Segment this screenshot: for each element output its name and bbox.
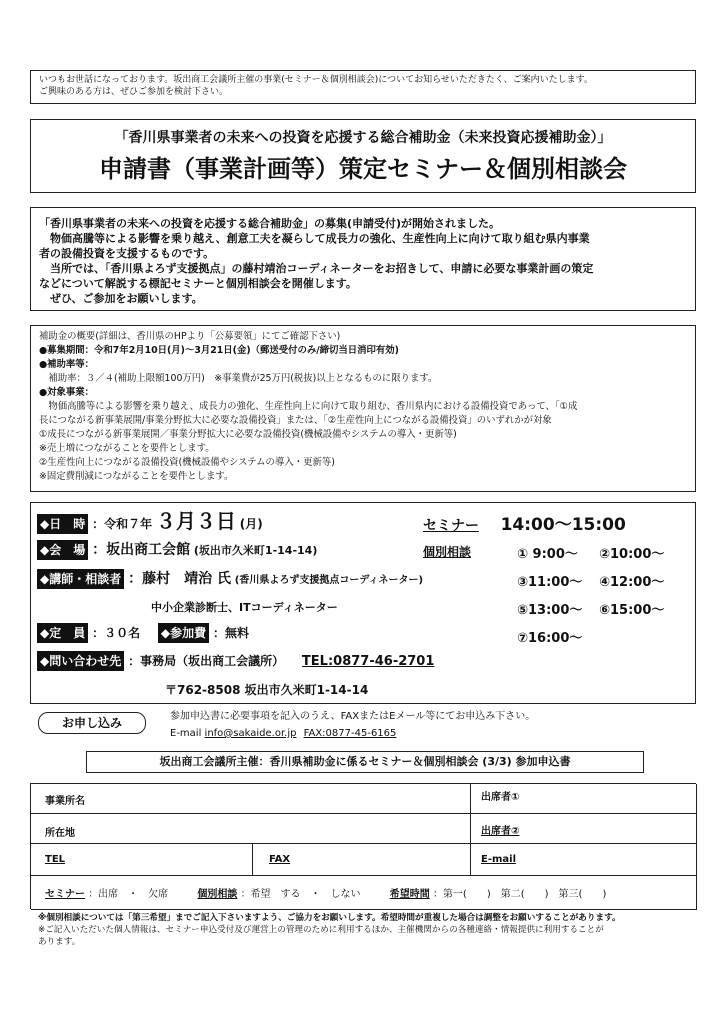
fee-value: ：無料 (213, 626, 250, 640)
notes (38, 912, 690, 948)
preferences-row (31, 876, 697, 910)
event-box (30, 502, 696, 704)
tel-field[interactable] (31, 844, 253, 876)
venue-address: (坂出市久米町1-14-14) (193, 544, 318, 557)
email-field-label: E-mail (481, 854, 517, 865)
seminar-options[interactable]: ：出席 ・ 欠席 (88, 889, 169, 900)
slot: ⑦16:00～ (517, 631, 583, 646)
slot: ④12:00～ (599, 575, 665, 590)
location-label: 所在地 (45, 828, 75, 839)
venue-name: ：坂出商工会館 (92, 542, 191, 558)
seminar-option-label: セミナー (45, 889, 85, 900)
overview-target-heading: ●対象事業： (39, 387, 95, 398)
description-line: 者の設備投資を支援するものです。 (39, 247, 215, 260)
date-big: ３月３日 (155, 509, 236, 533)
email-label: E-mail (170, 728, 202, 739)
intro-box (30, 70, 696, 104)
contact-value: ：事務局（坂出商工会議所） (128, 654, 285, 668)
overview-heading: 補助金の概要(詳細は、香川県のHPより「公募要領」にてご確認下さい) (39, 331, 341, 342)
overview-target: 物価高騰等による影響を乗り越え、成長力の強化、生産性向上に向けて取り組む、香川県内における設備投資であって、「①成 (39, 401, 578, 412)
time-option-label: 希望時間 (389, 889, 430, 900)
note-line: ※個別相談については「第三希望」までご記入下さいますよう、ご協力をお願いします。希望時間が重複した場合は調整をお願いすることがあります。 (38, 913, 621, 923)
slot: ⑤13:00～ (517, 603, 583, 618)
apply-button[interactable]: お申し込み (38, 712, 146, 734)
email-link[interactable]: info@sakaide.or.jp (204, 728, 297, 739)
form-title: 坂出商工会議所主催：香川県補助金に係るセミナー＆個別相談会 (3/3) 参加申込書 (86, 751, 644, 773)
description-line: などについて解説する標記セミナーと個別相談会を開催します。 (39, 277, 357, 290)
lecturer-org: (香川県よろず支援拠点コーディネーター) (234, 575, 424, 586)
title-box (30, 119, 696, 193)
location-field[interactable] (31, 814, 471, 844)
consult-options[interactable]: ：希望 する ・ しない (240, 889, 361, 900)
overview-requirement-1: ※売上増につながることを要件とします。 (39, 443, 215, 454)
overview-rate: 補助率：３／４(補助上限額100万円) ※事業費が25万円(税抜)以上となるものに限ります。 (39, 373, 438, 384)
description-box (30, 207, 696, 311)
tel-label: TEL (45, 854, 66, 865)
slot: ① 9:00～ (517, 547, 578, 562)
contact-label: ◆ 問い合わせ先 (37, 651, 124, 671)
overview-rate-heading: ●補助率等： (39, 359, 95, 370)
consult-label: 個別相談 (423, 545, 472, 559)
intro-line-2: ご興味のある方は、ぜひご参加を検討下さい。 (39, 87, 229, 97)
overview-box (30, 325, 696, 492)
consult-option-label: 個別相談 (197, 889, 238, 900)
description-line: 物価高騰等による影響を乗り越え、創意工夫を凝らして成長力の強化、生産性向上に向けて取り組む県内事業 (39, 232, 590, 245)
capacity-value: ：３０名 (92, 626, 141, 640)
overview-period: ●募集期間：令和7年2月10日(月)～3月21日(金)（郵送受付のみ/締切当日消印有効) (39, 345, 399, 356)
overview-item-1: ①成長につながる新事業展開／事業分野拡大に必要な設備投資(機械設備やシステムの導入・更新等) (39, 429, 457, 440)
contact-row (37, 651, 434, 672)
capacity-label: ◆ 定 員 (37, 623, 88, 643)
date-prefix: ：令和７年 (92, 517, 153, 531)
attendee2-label: 出席者② (481, 826, 520, 837)
note-line: ※ご記入いただいた個人情報は、セミナー申込受付及び運営上の管理のために利用するほか、主催機関からの各種連絡・情報提供に利用することが (38, 925, 604, 935)
fax-field[interactable] (253, 844, 471, 876)
fax-label: FAX (269, 854, 291, 865)
overview-requirement-2: ※固定費削減につながることを要件とします。 (39, 471, 234, 482)
page-title: 申請書（事業計画等）策定セミナー＆個別相談会 (99, 155, 627, 183)
title-sub: 「香川県事業者の未来への投資を応援する総合補助金（未来投資応援補助金）」 (114, 130, 612, 146)
lecturer-quals: 中小企業診断士、ITコーディネーター (151, 601, 338, 614)
venue-label: ◆ 会 場 (37, 540, 88, 560)
slot: ⑥15:00～ (599, 603, 665, 618)
date-label: ◆ 日 時 (37, 514, 88, 534)
description-line: ぜひ、ご参加をお願いします。 (39, 292, 203, 305)
lecturer-label: ◆ 講師・相談者 (37, 569, 124, 589)
attendee2-field[interactable] (471, 814, 697, 844)
description-line: 当所では、「香川県よろず支援拠点」の藤村靖治コーディネーターをお招きして、申請に必要な事業計画の策定 (39, 262, 594, 275)
slot: ②10:00～ (599, 547, 665, 562)
intro-line-1: いつもお世話になっております。坂出商工会議所主催の事業(セミナー＆個別相談会)についてお知らせいただきたく、ご案内いたします。 (39, 75, 593, 85)
overview-target: 長につながる新事業展開/事業分野拡大に必要な設備投資」または、「②生産性向上につながる設備投資」のいずれかが対象 (39, 415, 552, 426)
date-row (37, 511, 263, 534)
business-name-field[interactable] (31, 784, 471, 814)
seminar-label: セミナー (423, 518, 479, 534)
contact-address: 〒762-8508 坂出市久米町1-14-14 (165, 683, 369, 697)
note-line: あります。 (38, 937, 81, 947)
attendee1-label: 出席者① (481, 792, 520, 803)
apply-text: 参加申込書に必要事項を記入のうえ、FAXまたはEメール等にてお申込み下さい。 (170, 711, 536, 722)
capacity-row (37, 623, 249, 643)
venue-row (37, 540, 317, 561)
email-field[interactable] (471, 844, 697, 876)
description-line: 「香川県事業者の未来への投資を応援する総合補助金」の募集(申請受付)が開始されました。 (39, 217, 501, 230)
lecturer-row (37, 569, 423, 591)
seminar-time: 14:00～15:00 (500, 515, 626, 535)
time-options[interactable]: ：第一( ) 第二( ) 第三( ) (432, 889, 607, 900)
contact-tel[interactable]: TEL:0877-46-2701 (301, 654, 435, 669)
apply-contacts (170, 727, 396, 740)
date-day: (月) (239, 517, 263, 531)
fee-label: ◆ 参加費 (158, 623, 209, 643)
business-name-label: 事業所名 (45, 796, 85, 807)
lecturer-name: ：藤村 靖治 氏 (128, 571, 231, 587)
application-form (30, 783, 696, 909)
consult-slots (517, 541, 693, 653)
attendee1-field[interactable] (471, 784, 697, 814)
seminar-time-row (423, 510, 626, 535)
slot: ③11:00～ (517, 575, 583, 590)
fax-number: FAX:0877-45-6165 (303, 728, 397, 739)
overview-item-2: ②生産性向上につながる設備投資(機械設備やシステムの導入・更新等) (39, 457, 335, 468)
